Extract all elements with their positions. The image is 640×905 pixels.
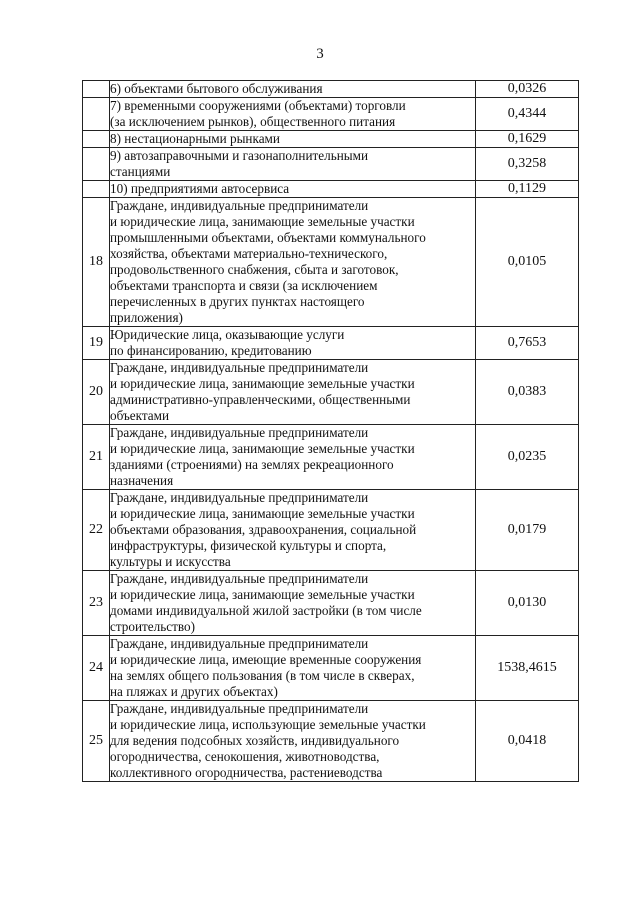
row-number-cell [83, 131, 110, 148]
description-line: и юридические лица, занимающие земельные участки [110, 587, 415, 602]
description-line: и юридические лица, занимающие земельные участки [110, 506, 415, 521]
row-number-cell [83, 81, 110, 98]
description-line: объектами транспорта и связи (за исключением [110, 278, 378, 293]
coefficient-cell: 0,1129 [476, 181, 579, 198]
table-row [83, 81, 579, 98]
description-line: и юридические лица, занимающие земельные участки [110, 376, 415, 391]
row-number-cell [83, 148, 110, 181]
table-row [83, 701, 579, 782]
description-line: и юридические лица, занимающие земельные участки [110, 441, 415, 456]
coefficient-cell: 0,0418 [476, 701, 579, 782]
description-line: Граждане, индивидуальные предприниматели [110, 636, 369, 651]
description-cell [110, 360, 476, 425]
row-number-cell: 23 [83, 571, 110, 636]
row-number-cell: 19 [83, 327, 110, 360]
description-line: по финансированию, кредитованию [110, 343, 312, 358]
description-line: перечисленных в других пунктах настоящего [110, 294, 365, 309]
description-line: Граждане, индивидуальные предприниматели [110, 701, 369, 716]
table-row [83, 148, 579, 181]
description-line: огородничества, сенокошения, животноводства, [110, 749, 380, 764]
description-line: 8) нестационарными рынками [110, 131, 280, 146]
coefficient-cell: 0,3258 [476, 148, 579, 181]
description-line: строительство) [110, 619, 195, 634]
coefficient-cell: 0,0179 [476, 490, 579, 571]
coefficient-cell: 0,1629 [476, 131, 579, 148]
table-row [83, 571, 579, 636]
page-number: 3 [316, 46, 324, 62]
description-line: объектами [110, 408, 170, 423]
description-line: хозяйства, объектами материально-технического, [110, 246, 388, 261]
description-line: коллективного огородничества, растениеводства [110, 765, 383, 780]
coefficient-cell: 0,0326 [476, 81, 579, 98]
description-cell [110, 490, 476, 571]
table-row [83, 636, 579, 701]
description-cell [110, 98, 476, 131]
table-row [83, 131, 579, 148]
description-line: для ведения подсобных хозяйств, индивидуального [110, 733, 400, 748]
description-line: 10) предприятиями автосервиса [110, 181, 290, 196]
description-line: и юридические лица, имеющие временные сооружения [110, 652, 422, 667]
description-line: продовольственного снабжения, сбыта и заготовок, [110, 262, 399, 277]
description-line: домами индивидуальной жилой застройки (в том числе [110, 603, 422, 618]
rates-table-body [83, 81, 579, 782]
description-line: Граждане, индивидуальные предприниматели [110, 425, 369, 440]
description-line: 7) временными сооружениями (объектами) торговли [110, 98, 406, 113]
coefficient-cell: 0,0105 [476, 198, 579, 327]
coefficient-cell: 1538,4615 [476, 636, 579, 701]
table-row [83, 181, 579, 198]
row-number-cell [83, 181, 110, 198]
table-row [83, 198, 579, 327]
coefficient-cell: 0,0235 [476, 425, 579, 490]
description-line: Граждане, индивидуальные предприниматели [110, 360, 369, 375]
description-line: и юридические лица, использующие земельные участки [110, 717, 426, 732]
description-line: на землях общего пользования (в том числе в скверах, [110, 668, 415, 683]
description-line: объектами образования, здравоохранения, социальной [110, 522, 417, 537]
description-cell [110, 701, 476, 782]
description-line: культуры и искусства [110, 554, 231, 569]
row-number-cell: 25 [83, 701, 110, 782]
row-number-cell: 20 [83, 360, 110, 425]
description-line: на пляжах и других объектах) [110, 684, 278, 699]
rates-table [82, 80, 579, 782]
table-row [83, 360, 579, 425]
row-number-cell [83, 98, 110, 131]
description-cell [110, 198, 476, 327]
description-line: (за исключением рынков), общественного питания [110, 114, 396, 129]
description-cell [110, 131, 476, 148]
description-cell [110, 181, 476, 198]
description-line: 9) автозаправочными и газонаполнительными [110, 148, 369, 163]
description-cell [110, 327, 476, 360]
row-number-cell: 18 [83, 198, 110, 327]
coefficient-cell: 0,4344 [476, 98, 579, 131]
description-line: станциями [110, 164, 171, 179]
description-line: промышленными объектами, объектами коммунального [110, 230, 426, 245]
description-line: зданиями (строениями) на землях рекреационного [110, 457, 394, 472]
description-cell [110, 571, 476, 636]
description-cell [110, 81, 476, 98]
description-line: административно-управленческими, общественными [110, 392, 411, 407]
description-line: 6) объектами бытового обслуживания [110, 81, 323, 96]
description-line: Граждане, индивидуальные предприниматели [110, 571, 369, 586]
coefficient-cell: 0,0130 [476, 571, 579, 636]
table-row [83, 327, 579, 360]
description-line: Юридические лица, оказывающие услуги [110, 327, 345, 342]
description-line: и юридические лица, занимающие земельные участки [110, 214, 415, 229]
description-line: приложения) [110, 310, 183, 325]
row-number-cell: 24 [83, 636, 110, 701]
table-row [83, 98, 579, 131]
coefficient-cell: 0,7653 [476, 327, 579, 360]
description-line: Граждане, индивидуальные предприниматели [110, 198, 369, 213]
description-line: Граждане, индивидуальные предприниматели [110, 490, 369, 505]
table-row [83, 490, 579, 571]
description-cell [110, 148, 476, 181]
description-line: назначения [110, 473, 174, 488]
description-line: инфраструктуры, физической культуры и спорта, [110, 538, 387, 553]
row-number-cell: 22 [83, 490, 110, 571]
description-cell [110, 425, 476, 490]
coefficient-cell: 0,0383 [476, 360, 579, 425]
row-number-cell: 21 [83, 425, 110, 490]
table-row [83, 425, 579, 490]
description-cell [110, 636, 476, 701]
